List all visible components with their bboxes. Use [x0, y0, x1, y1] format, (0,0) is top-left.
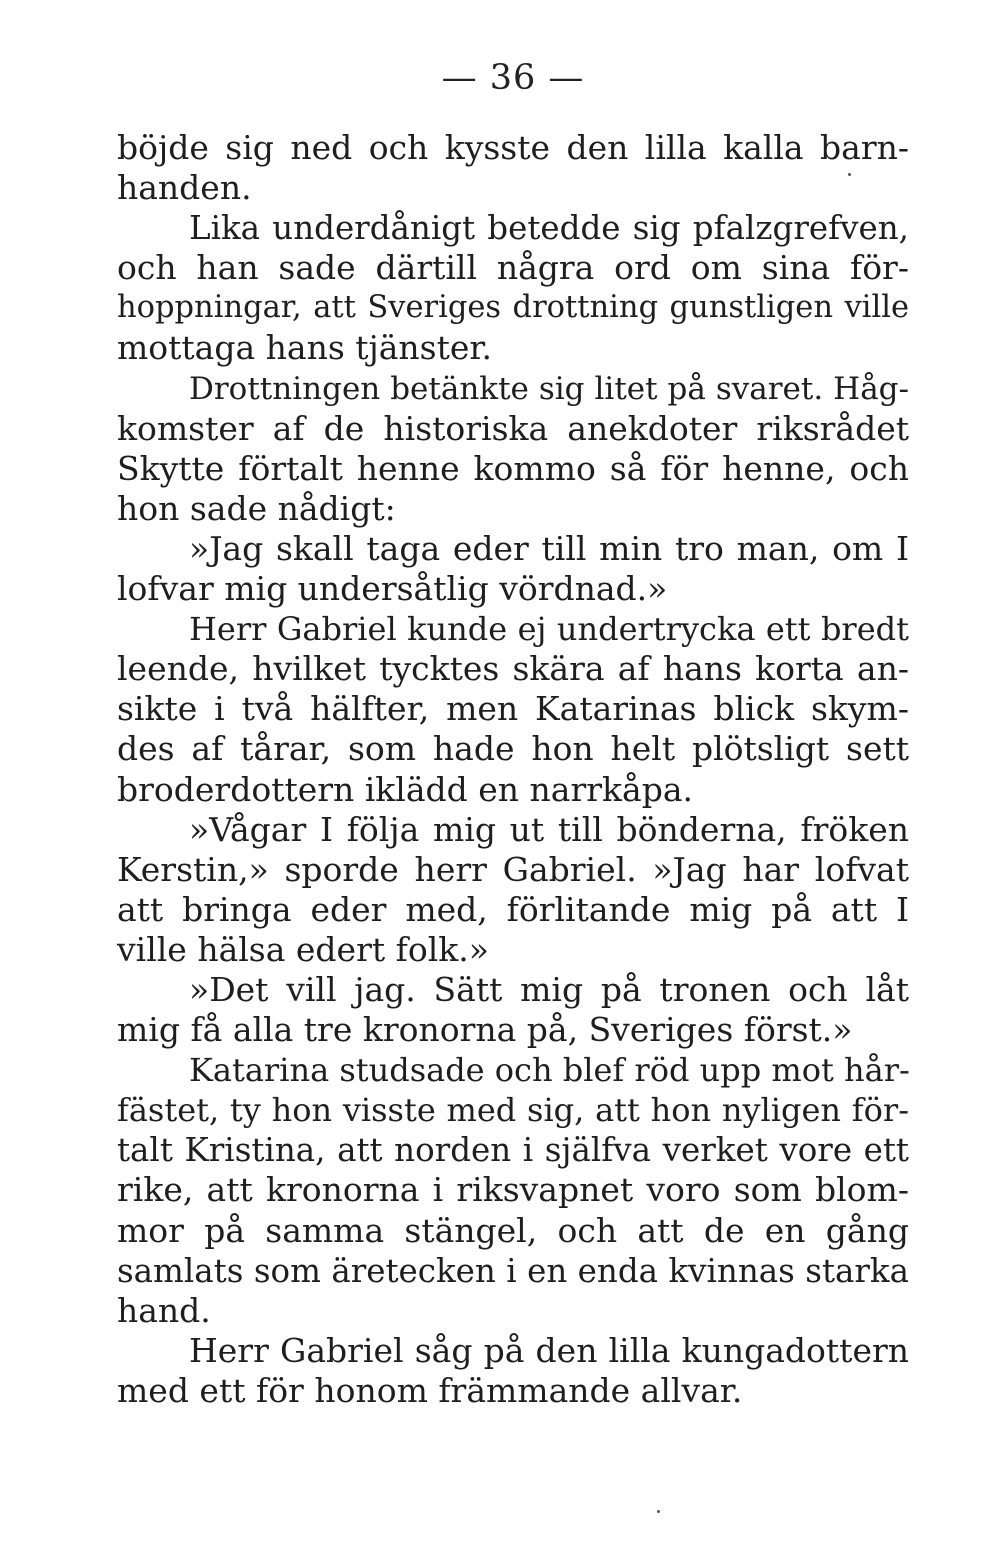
- text-line: samlats som äretecken i en enda kvinnas starka: [117, 1251, 909, 1290]
- text-line: ville hälsa edert folk.»: [117, 929, 489, 969]
- text-line: Drottningen betänkte sig litet på svaret. Håg-: [189, 370, 909, 407]
- text-line: och han sade därtill några ord om sina för-: [117, 248, 909, 288]
- text-line: »Vågar I följa mig ut till bönderna, fröken: [189, 809, 909, 849]
- text-line: mor på samma stängel, och att de en gång: [117, 1210, 909, 1250]
- text-line: hon sade nådigt:: [117, 488, 396, 528]
- text-line: des af tårar, som hade hon helt plötsligt sett: [117, 729, 909, 769]
- text-line: hand.: [117, 1290, 211, 1330]
- text-line: Skytte förtalt henne kommo så för henne, och: [117, 448, 909, 488]
- text-line: Herr Gabriel såg på den lilla kungadottern: [189, 1330, 909, 1370]
- text-line: »Det vill jag. Sätt mig på tronen och låt: [189, 969, 909, 1009]
- text-line: rike, att kronorna i riksvapnet voro som blom-: [117, 1170, 909, 1210]
- text-line: handen.: [117, 168, 252, 208]
- text-line: »Jag skall taga eder till min tro man, om I: [189, 528, 909, 568]
- page-number: — 36 —: [441, 58, 585, 98]
- text-line: mig få alla tre kronorna på, Sveriges först.»: [117, 1010, 853, 1050]
- text-line: hoppningar, att Sveriges drottning gunstligen ville: [117, 290, 909, 326]
- text-line: broderdottern iklädd en narrkåpa.: [117, 769, 693, 809]
- text-line: Kerstin,» sporde herr Gabriel. »Jag har lofvat: [117, 849, 909, 889]
- text-line: sikte i två hälfter, men Katarinas blick skym-: [117, 689, 909, 729]
- text-line: fästet, ty hon visste med sig, att hon nyligen för-: [117, 1091, 909, 1130]
- print-speck: [848, 173, 851, 176]
- text-line: mottaga hans tjänster.: [117, 328, 493, 368]
- text-line: med ett för honom främmande allvar.: [117, 1370, 743, 1410]
- text-line: Lika underdånigt betedde sig pfalzgrefven,: [189, 209, 909, 248]
- body-text: [117, 128, 909, 1411]
- text-line: Katarina studsade och blef röd upp mot hår-: [189, 1051, 910, 1090]
- text-line: böjde sig ned och kysste den lilla kalla barn-: [117, 128, 909, 167]
- text-line: lofvar mig undersåtlig vördnad.»: [117, 569, 668, 609]
- print-speck: [657, 1510, 660, 1513]
- text-line: leende, hvilket tycktes skära af hans korta an-: [117, 649, 909, 689]
- text-line: talt Kristina, att norden i själfva verket vore ett: [117, 1131, 909, 1170]
- text-line: att bringa eder med, förlitande mig på att I: [117, 889, 909, 929]
- text-line: komster af de historiska anekdoter riksrådet: [117, 408, 909, 448]
- text-line: Herr Gabriel kunde ej undertrycka ett bredt: [189, 610, 909, 649]
